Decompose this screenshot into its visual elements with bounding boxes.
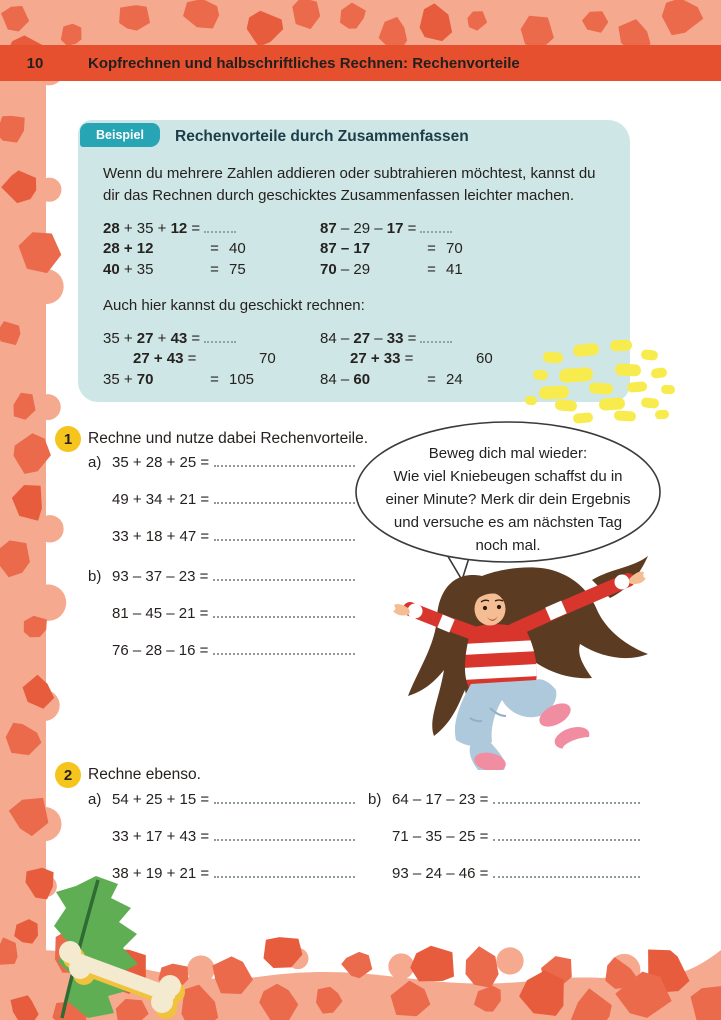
equation-expression: 27 + 33 =: [350, 350, 414, 367]
exercise-expression: 81 – 45 – 21 =: [112, 605, 209, 622]
yellow-dot: [572, 343, 599, 358]
equation-answer: 70: [446, 240, 463, 257]
example-intro-text: Wenn du mehrere Zahlen addieren oder subtrahieren möchtest, kannst du dir das Rechnen durch geschicktes Zusammenfassen leichter machen.: [103, 165, 596, 204]
example-equation-row: [320, 261, 536, 282]
part-label: a): [88, 454, 102, 471]
exercise-expression: 64 – 17 – 23 =: [392, 791, 489, 808]
example-equation-row: [320, 371, 536, 392]
exercise-row: [88, 489, 355, 526]
example-equations-block2: [103, 329, 537, 392]
example-equation-row: [103, 261, 319, 282]
example-equation-row: [320, 240, 536, 261]
example-badge: Beispiel: [80, 123, 160, 147]
exercise-expression: 54 + 25 + 15 =: [112, 791, 210, 808]
answer-blank[interactable]: [213, 640, 355, 655]
answer-blank[interactable]: [493, 789, 640, 804]
equation-expression: 35 + 70: [103, 371, 154, 388]
exercise2-title: Rechne ebenso.: [88, 766, 201, 783]
example-equation-row: [103, 329, 319, 350]
equation-answer: 70: [259, 350, 276, 367]
answer-blank[interactable]: [214, 526, 355, 541]
bubble-text-line: einer Minute? Merk dir dein Ergebnis: [385, 491, 631, 508]
exercise2-number-badge: 2: [55, 762, 81, 788]
equals-sign: =: [210, 240, 219, 257]
equation-expression: 84 – 27 – 33 =: [320, 330, 417, 347]
exercise-row: [88, 826, 355, 863]
equation-answer: 40: [229, 240, 246, 257]
speech-bubble-and-girl: [340, 418, 685, 770]
equation-answer: 105: [229, 371, 255, 388]
exercise-row: [88, 603, 355, 640]
exercise-row: [368, 863, 640, 900]
equals-sign: =: [427, 240, 436, 257]
yellow-dot: [615, 363, 642, 376]
exercise1-part-b: [88, 566, 355, 677]
equation-expression: 40 + 35: [103, 261, 154, 278]
answer-blank[interactable]: [204, 329, 236, 343]
yellow-dot: [589, 382, 614, 395]
equation-column: [320, 219, 536, 282]
bubble-text-line: und versuche es am nächsten Tag: [393, 514, 623, 531]
example-title: Rechenvorteile durch Zusammenfassen: [175, 128, 469, 145]
yellow-dot: [661, 385, 675, 395]
exercise-expression: 93 – 37 – 23 =: [112, 568, 209, 585]
exercise1-part-a: [88, 452, 355, 563]
page-number: 10: [26, 54, 44, 72]
chapter-header-bar: [0, 45, 721, 81]
equation-answer: 60: [476, 350, 493, 367]
speech-bubble: [356, 422, 660, 580]
equals-sign: =: [427, 261, 436, 278]
example-equation-row: [103, 371, 319, 392]
leaf-and-bone-decoration: [18, 868, 238, 1020]
equation-column: [103, 219, 319, 282]
exercise-row: [88, 789, 355, 826]
exercise-row: [368, 789, 640, 826]
answer-blank[interactable]: [493, 826, 640, 841]
yellow-dot: [539, 385, 570, 400]
equation-expression: 28 + 35 + 12 =: [103, 220, 201, 237]
equation-column: [320, 329, 536, 392]
equation-answer: 41: [446, 261, 463, 278]
exercise-expression: 93 – 24 – 46 =: [392, 865, 489, 882]
yellow-dot: [650, 367, 667, 379]
exercise-expression: 38 + 19 + 21 =: [112, 865, 210, 882]
equation-expression: 87 – 17: [320, 240, 371, 257]
example-equation-row: [320, 350, 536, 371]
answer-blank[interactable]: [214, 789, 355, 804]
equation-column: [103, 329, 319, 392]
exercise-row: [88, 640, 355, 677]
bubble-text-line: Wie viel Kniebeugen schaffst du in: [393, 468, 623, 485]
answer-blank[interactable]: [214, 452, 355, 467]
equals-sign: =: [427, 371, 436, 388]
yellow-dot: [641, 349, 659, 361]
answer-blank[interactable]: [420, 219, 452, 233]
bubble-text-line: Beweg dich mal wieder:: [428, 445, 588, 462]
equation-answer: 24: [446, 371, 463, 388]
equation-expression: 35 + 27 + 43 =: [103, 330, 201, 347]
equals-sign: =: [210, 371, 219, 388]
exercise-row: [368, 826, 640, 863]
exercise-expression: 33 + 18 + 47 =: [112, 528, 210, 545]
exercise2-part-b: [368, 789, 640, 900]
exercise-expression: 71 – 35 – 25 =: [392, 828, 489, 845]
exercise-expression: 49 + 34 + 21 =: [112, 491, 210, 508]
answer-blank[interactable]: [214, 489, 355, 504]
yellow-dot: [525, 396, 537, 406]
yellow-dot: [627, 381, 648, 393]
answer-blank[interactable]: [420, 329, 452, 343]
exercise-row: [88, 526, 355, 563]
exercise-expression: 35 + 28 + 25 =: [112, 454, 210, 471]
part-label: a): [88, 791, 102, 808]
example-equation-row: [320, 329, 536, 350]
yellow-dot: [555, 399, 578, 412]
answer-blank[interactable]: [493, 863, 640, 878]
example-equation-row: [103, 219, 319, 240]
girl-jumping-illustration: [393, 556, 648, 770]
answer-blank[interactable]: [214, 826, 355, 841]
exercise-row: [88, 566, 355, 603]
equation-expression: 87 – 29 – 17 =: [320, 220, 417, 237]
example-equation-row: [103, 350, 319, 371]
yellow-dot: [599, 397, 626, 411]
chapter-title: Kopfrechnen und halbschriftliches Rechnen: Rechenvorteile: [88, 54, 520, 72]
equation-expression: 70 – 29: [320, 261, 371, 278]
yellow-dots-decoration: [515, 326, 685, 426]
example-equation-row: [320, 219, 536, 240]
equals-sign: =: [210, 261, 219, 278]
exercise-expression: 33 + 17 + 43 =: [112, 828, 210, 845]
equation-expression: 84 – 60: [320, 371, 371, 388]
equation-expression: 27 + 43 =: [133, 350, 197, 367]
yellow-dot: [559, 367, 594, 383]
part-label: b): [368, 791, 382, 808]
yellow-dot: [610, 339, 633, 351]
example-middle-text: Auch hier kannst du geschickt rechnen:: [103, 297, 365, 314]
example-equation-row: [103, 240, 319, 261]
yellow-dot: [641, 397, 660, 409]
yellow-dot: [543, 351, 564, 363]
part-label: b): [88, 568, 102, 585]
equation-answer: 75: [229, 261, 246, 278]
exercise-row: [88, 452, 355, 489]
exercise1-title: Rechne und nutze dabei Rechenvorteile.: [88, 430, 369, 447]
yellow-dot: [533, 369, 549, 380]
answer-blank[interactable]: [213, 603, 355, 618]
example-equations-block1: [103, 219, 537, 282]
exercise-expression: 76 – 28 – 16 =: [112, 642, 209, 659]
exercise1-number-badge: 1: [55, 426, 81, 452]
bubble-text-line: noch mal.: [475, 537, 541, 554]
answer-blank[interactable]: [204, 219, 236, 233]
answer-blank[interactable]: [213, 566, 355, 581]
equation-expression: 28 + 12: [103, 240, 154, 257]
